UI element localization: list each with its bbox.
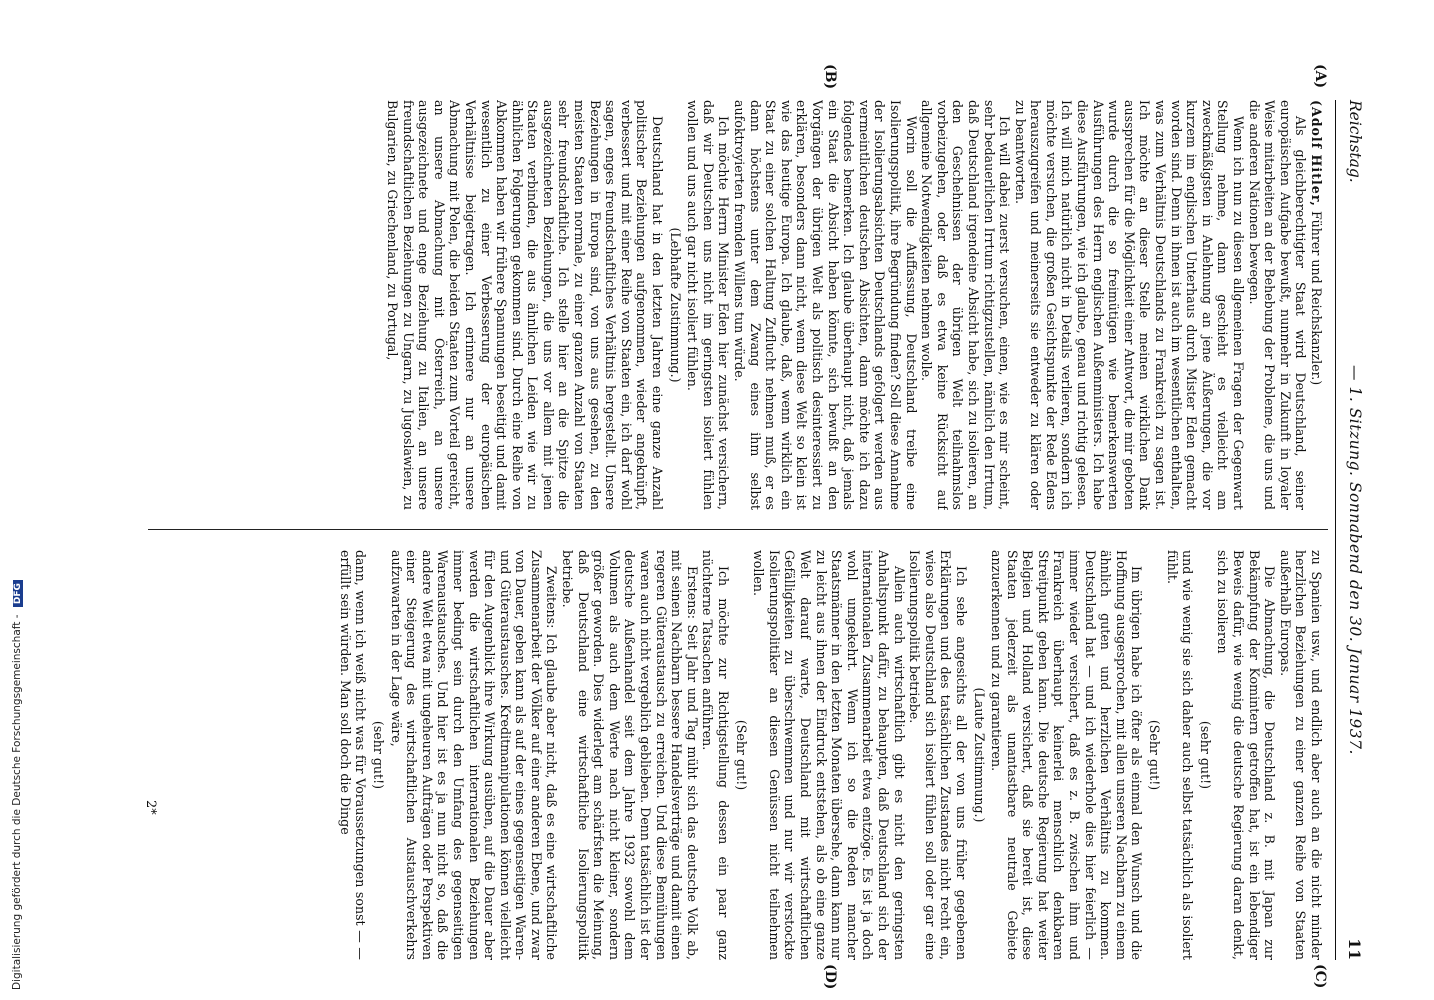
applause-note: (Lebhafte Zustimmung.) [667,227,683,383]
dfg-logo-icon: DFG [13,580,23,607]
paragraph: Ich sehe angesichts all der von uns früher gegebenen Erklärungen und des tatsächlichen Zustandes nicht recht ein, wieso also Deutschland sich isoliert fühlen soll oder gar eine Isolierungspolitik betriebe. [907,550,969,960]
applause-note: (Laute Zustimmung.) [971,687,987,823]
margin-marker-b: (B) [822,64,838,90]
margin-marker-d: (D) [822,964,838,990]
paragraph: Als gleichberechtigter Staat wird Deutschland, seiner europäischen Aufgabe bewußt, nunmehr in Zukunft in loyaler Weise mitarbeiten an der Behebung der Probleme, die uns und die anderen Nationen bewegen. [1246,100,1309,510]
credit-text: Digitalisierung gefördert durch die Deutsche Forschungsgemeinschaft - [11,614,23,990]
scanned-page-area [128,60,1368,990]
digitization-credit [0,0,22,1000]
speaker-role: Führer und Reichskanzler.) [1309,210,1324,386]
speaker-name: (Adolf Hitler, [1309,100,1324,207]
paragraph: dann, wenn ich weiß nicht was für Voraussetzungen sonst — — erfüllt sein würden. Man soll doch die Dinge [337,550,369,960]
page-number: 11 [1345,938,1364,960]
applause-note: (sehr gut!) [370,720,386,790]
header-session: — 1. Sitzung. Sonnabend den 30. Januar 1937. [1346,365,1364,755]
left-column [144,100,1324,510]
margin-marker-c: (C) [1312,964,1328,989]
paragraph: Die Abmachung, die Deutschland z. B. mit Japan zur Bekämpfung der Komintern getroffen hat, ist ein lebendiger Beweis dafür, wie wenig die deutsche Regierung daran denkt, sich zu isolieren [1215,550,1278,960]
paragraph: zu Spanien usw., und endlich aber auch an die nicht minder herzlichen Beziehungen zu einer ganzen Reihe von Staaten außerhalb Europas. [1277,550,1324,960]
applause-note: (Sehr gut!) [733,719,749,791]
speaker-line [1308,100,1324,510]
paragraph: Im übrigen habe ich öfter als einmal den Wunsch und die Hoffnung ausgesprochen, mit allen unseren Nachbarn zu einem ähnlich guten und herzlichen Verhältnis zu kommen. Deutschland hat — und ich wiederhole dies hier feierlich — immer wieder versichert, daß es z. B. zwischen ihm und Frankreich überhaupt keinerlei menschlich denkbaren Streitpunkt geben kann. Die deutsche Regierung hat weiter Belgien und Holland versichert, daß sie bereit ist, diese Staaten jederzeit als unantastbare neutrale Gebiete anzuerkennen und zu garantieren. [989,550,1145,960]
paragraph: Wenn ich nun zu diesen allgemeinen Fragen der Gegenwart Stellung nehme, dann geschieht es vielleicht am zweckmäßigsten in Anlehnung an jene Äußerungen, die vor kurzem im englischen Unterhaus durch Mister Eden gemacht worden sind. Denn in ihnen ist auch im wesentlichen enthalten, was zum Verhältnis Deutschlands zu Frankreich zu sagen ist. Ich möchte an dieser Stelle meinen wirklichen Dank aussprechen für die Möglichkeit einer Antwort, die mir geboten wurde durch die so freimütigen wie bemerkenswerten Ausführungen des Herrn englischen Außenministers. Ich habe diese Ausführungen, wie ich glaube, genau und richtig gelesen. Ich will mich natürlich nicht in Details verlieren, sondern ich möchte versuchen, die großen Gesichtspunkte der Rede Edens herauszugreifen und meinerseits sie entweder zu klären oder zu beantworten. [1012,100,1247,510]
paragraph: und wie wenig sie sich daher auch selbst tatsächlich als isoliert fühlt. [1164,550,1196,960]
paragraph: Ich will dabei zuerst versuchen, einen, wie es mir scheint, sehr bedauerlichen Irrtum richtigzustellen, nämlich den Irrtum, daß Deutschland irgendeine Absicht habe, sich zu isolieren, an den Geschehnissen der übrigen Welt teilnahmslos vorbeizugehen, oder daß es etwa keine Rücksicht auf allgemeine Notwendigkeiten nehmen wolle. [919,100,1013,510]
paragraph: Allein auch wirtschaftlich gibt es nicht den geringsten Anhaltspunkt dafür, zu behaupten, daß Deutschland sich der internationalen Zusammenarbeit etwa entzöge. Es ist ja doch wohl umgekehrt. Wenn ich so die Reden mancher Staatsmänner in den letzten Monaten übersehe, dann kann nur zu leicht aus ihnen der Eindruck entstehen, als ob eine ganze Welt darauf warte, Deutschland mit wirtschaftlichen Gefälligkeiten zu überschwemmen und nur wir verstockte Isolierungspolitiker an diesen Genüssen nicht teilnehmen wollen. [751,550,907,960]
margin-marker-a: (A) [1312,64,1328,89]
applause-note: (Sehr gut!) [1147,719,1163,791]
document-page [128,60,1368,990]
column-divider [148,529,1328,530]
applause-note: (sehr gut!) [1197,720,1213,790]
paragraph: Deutschland hat in den letzten Jahren eine ganze Anzahl politischer Beziehungen aufgenommen, wieder angeknüpft, verbessert und mit einer Reihe von Staaten ein, ich darf wohl sagen, enges freundschaftliches Verhältnis hergestellt. Unsere Beziehungen in Europa sind, von uns aus gesehen, zu den meisten Staaten normale, zu einer ganzen Anzahl von Staaten sehr freundschaftliche. Ich stelle hier an die Spitze die ausgezeichneten Beziehungen, die uns vor allem mit jenen Staaten verbinden, die aus ähnlichen Leiden wie wir zu ähnlichen Folgerungen gekommen sind. Durch eine Reihe von Abkommen haben wir frühere Spannungen beseitigt und damit wesentlich zu einer Verbesserung der europäischen Verhältnisse beigetragen. Ich erinnere nur an unsere Abmachung mit Polen, die beiden Staaten zum Vorteil gereicht, an unsere Abmachung mit Österreich, an unsere ausgezeichnete und enge Beziehung zu Italien, an unsere freundschaftlichen Beziehungen zu Ungarn, zu Jugoslawien, zu Bulgarien, zu Griechenland, zu Portugal, [384,100,666,510]
right-column [144,550,1324,960]
header-left: Reichstag. [1346,100,1364,183]
paragraph: Erstens: Seit Jahr und Tag müht sich das deutsche Volk ab, mit seinen Nachbarn bessere Handelsverträge und damit einen regeren Güteraustausch zu erreichen. Und diese Bemühungen waren auch nicht vergeblich geblieben. Denn tatsächlich ist der deutsche Außenhandel seit dem Jahre 1932 sowohl dem Volumen als auch dem Werte nach nicht kleiner, sondern größer geworden. Dies widerlegt am schärfsten die Meinung, daß Deutschland eine wirtschaftliche Isolierungspolitik betriebe. [560,550,700,960]
paragraph: Ich möchte zur Richtigstellung dessen ein paar ganz nüchterne Tatsachen anführen. [700,550,732,960]
signature-mark: 2* [143,800,158,815]
paragraph: Zweitens: Ich glaube aber nicht, daß es eine wirtschaftliche Zusammenarbeit der Völker auf einer anderen Ebene, und zwar von Dauer, geben kann als auf der eines gegenseitigen Waren- und Güteraustausches. Kreditmanipulationen können vielleicht für den Augenblick ihre Wirkung ausüben, auf die Dauer aber werden die wirtschaftlichen internationalen Beziehungen immer bedingt sein durch den Umfang des gegenseitigen Warenaustausches. Und hier ist es ja nun nicht so, daß die andere Welt etwa mit ungeheuren Aufträgen oder Perspektiven einer Steigerung des wirtschaftlichen Austauschverkehrs aufzuwarten in der Lage wäre, [388,550,560,960]
page-header [1335,100,1368,960]
paragraph: Worin soll die Auffassung, Deutschland treibe eine Isolierungspolitik, ihre Begründung finden? Soll diese Annahme der Isolierungsabsichten Deutschlands gefolgert werden aus vermeintlichen deutschen Absichten, dann möchte ich dazu folgendes bemerken. Ich glaube überhaupt nicht, daß jemals ein Staat die Absicht haben könnte, sich bewußt an den Vorgängen der übrigen Welt als politisch desinteressiert zu erklären, besonders dann nicht, wenn diese Welt so klein ist wie das heutige Europa. Ich glaube, daß, wenn wirklich ein Staat zu einer solchen Haltung Zuflucht nehmen muß, er es dann höchstens unter dem Zwang eines ihm selbst aufoktroyierten fremden Willens tun würde. [732,100,919,510]
paragraph: Ich möchte Herrn Minister Eden hier zunächst versichern, daß wir Deutschen uns nicht im geringsten isoliert fühlen wollen und uns auch gar nicht isoliert fühlen. [685,100,732,510]
